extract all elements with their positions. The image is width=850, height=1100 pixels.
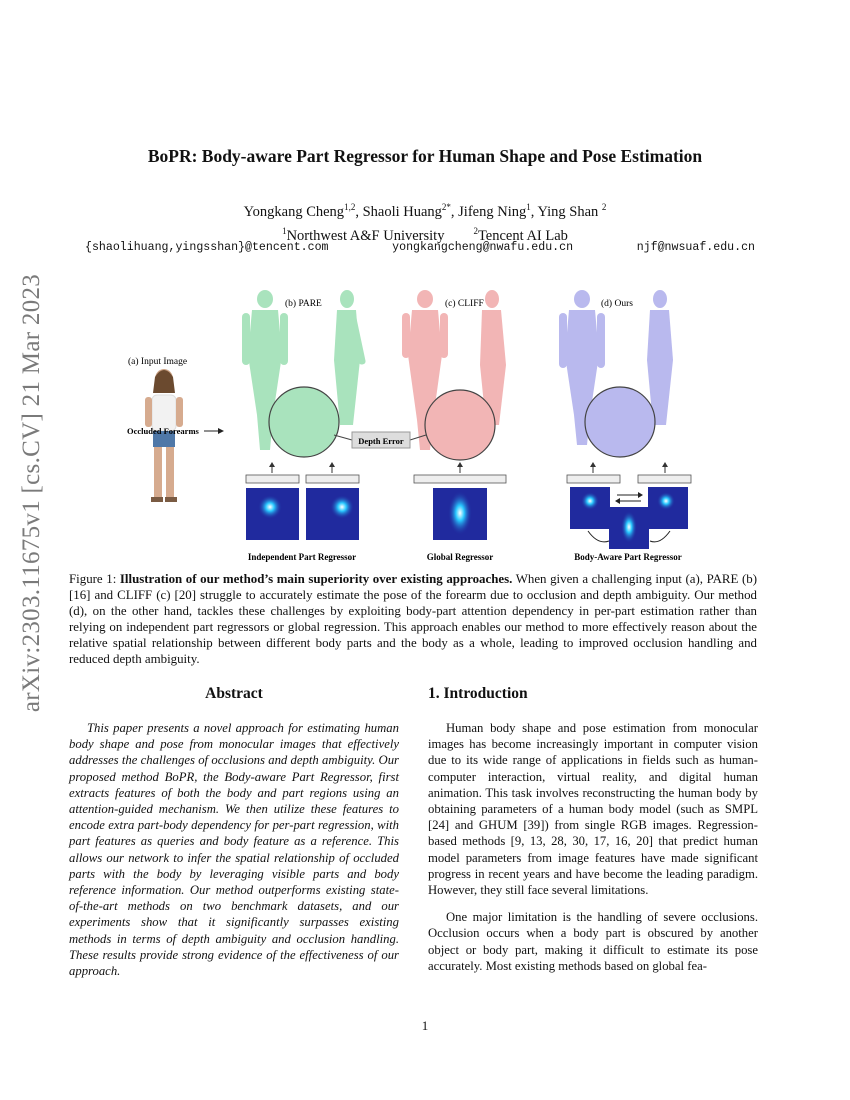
affiliation-number: 2 (473, 225, 478, 236)
author-affiliation: 1 (526, 202, 531, 212)
email: yongkangcheng@nwafu.edu.cn (392, 241, 574, 254)
pare-zoom-circle (269, 387, 339, 457)
caption-bold: Illustration of our method’s main superiority over existing approaches. (119, 572, 513, 586)
affiliation-name: Tencent AI Lab (477, 227, 568, 244)
occluded-forearms-label: Occluded Forearms (127, 426, 199, 436)
author-list (0, 198, 850, 222)
independent-part-regressor (246, 462, 359, 540)
arxiv-stamp (14, 273, 50, 713)
body-aware-regressor-label: Body-Aware Part Regressor (574, 552, 682, 562)
figure-1 (120, 285, 730, 565)
independent-regressor-label: Independent Part Regressor (247, 552, 357, 562)
cliff-zoom-circle (425, 390, 495, 460)
figure-caption (69, 571, 757, 667)
email-list (85, 241, 755, 254)
depth-error-label: Depth Error (358, 436, 404, 446)
author-affiliation: 2* (441, 202, 451, 212)
cliff-label: (c) CLIFF (445, 299, 484, 309)
page-number: 1 (421, 1018, 429, 1033)
abstract-text: This paper presents a novel approach for estimating human body shape and pose from monocular images that effectively addresses the challenges of occlusions and depth ambiguity. Our proposed method BoPR, the Body-aware Part Regressor, first extracts features of both the body and part regions using an attention-guided mechanism. We then utilize these features to encode extra part-body dependency for per-part regression, with part features as queries and body feature as a reference. This allows our network to infer the spatial relationship of occluded parts with the body by leveraging visible parts and body reference information. Our method outperforms existing state-of-the-art methods on two benchmark datasets, and our experiments show that it significantly surpasses existing methods in terms of depth ambiguity and occlusion handling. These results provide strong evidence of the effectiveness of our approach. (69, 721, 399, 979)
author-block (0, 198, 850, 246)
global-regressor-label: Global Regressor (426, 552, 494, 562)
author-affiliation: 1,2 (344, 202, 356, 212)
author-name: Jifeng Ning (458, 203, 527, 220)
caption-text: When given a challenging input (a), PARE (b) [16] and CLIFF (c) [20] struggle to accurately estimate the pose of the forearm due to occlusion and depth ambiguity. Our method (d), on the other hand, tackles these challenges by exploiting body-part attention dependency in per-part estimation rather than relying on independent part regressors or global regression. This approach enables our method to more effectively reason about the relative spatial relationship between different body parts and the body as a whole, leading to improved occlusion handling and reduced depth ambiguity. (69, 572, 758, 666)
depth-error-line (334, 435, 352, 440)
author-separator: , (355, 203, 363, 220)
body-aware-part-regressor (567, 462, 691, 549)
global-regressor (414, 462, 506, 540)
author-name: Shaoli Huang (362, 203, 442, 220)
intro-paragraph: One major limitation is the handling of severe occlusions. Occlusion occurs when a body part is obscured by another object or body part, making it difficult to estimate its pose accurately. Most existing methods based on global fea- (428, 910, 758, 973)
arrow-head (218, 428, 224, 434)
email: {shaolihuang,yingsshan}@tencent.com (85, 241, 329, 254)
pare-label: (b) PARE (285, 299, 322, 309)
ours-label: (d) Ours (601, 299, 633, 309)
ours-zoom-circle (585, 387, 655, 457)
author-affiliation: 2 (601, 202, 607, 212)
intro-heading: 1. Introduction (428, 685, 528, 702)
author-separator: , (450, 203, 459, 220)
email: njf@nwsuaf.edu.cn (636, 241, 755, 254)
input-image-label: (a) Input Image (128, 357, 188, 367)
author-separator: , (530, 203, 538, 220)
affiliation-name: Northwest A&F University (286, 227, 445, 244)
caption-prefix: Figure 1: (69, 572, 120, 586)
intro-paragraph: Human body shape and pose estimation from monocular images has become increasingly important in computer vision due to its wide range of applications in fields such as human-computer interaction, virtual reality, and digital human animation. This task involves reconstructing the human body by obtaining parameters of a human body model (such as SMPL [24] and GHUM [39]) from single RGB images. Regression-based methods [9, 13, 28, 30, 17, 16, 20] that predict human model parameters from image features have made significant progress in recent years and have become the leading paradigm. However, they still face several limitations. (428, 721, 758, 898)
affiliation-number: 1 (282, 225, 287, 236)
intro-body (428, 720, 758, 985)
author-name: Yongkang Cheng (243, 203, 345, 220)
arxiv-id: arXiv:2303.11675v1 [cs.CV] 21 Mar 2023 (18, 273, 45, 713)
paper-title: BoPR: Body-aware Part Regressor for Human Shape and Pose Estimation (147, 146, 703, 166)
author-name: Ying Shan (537, 203, 599, 220)
abstract-heading: Abstract (205, 685, 263, 702)
